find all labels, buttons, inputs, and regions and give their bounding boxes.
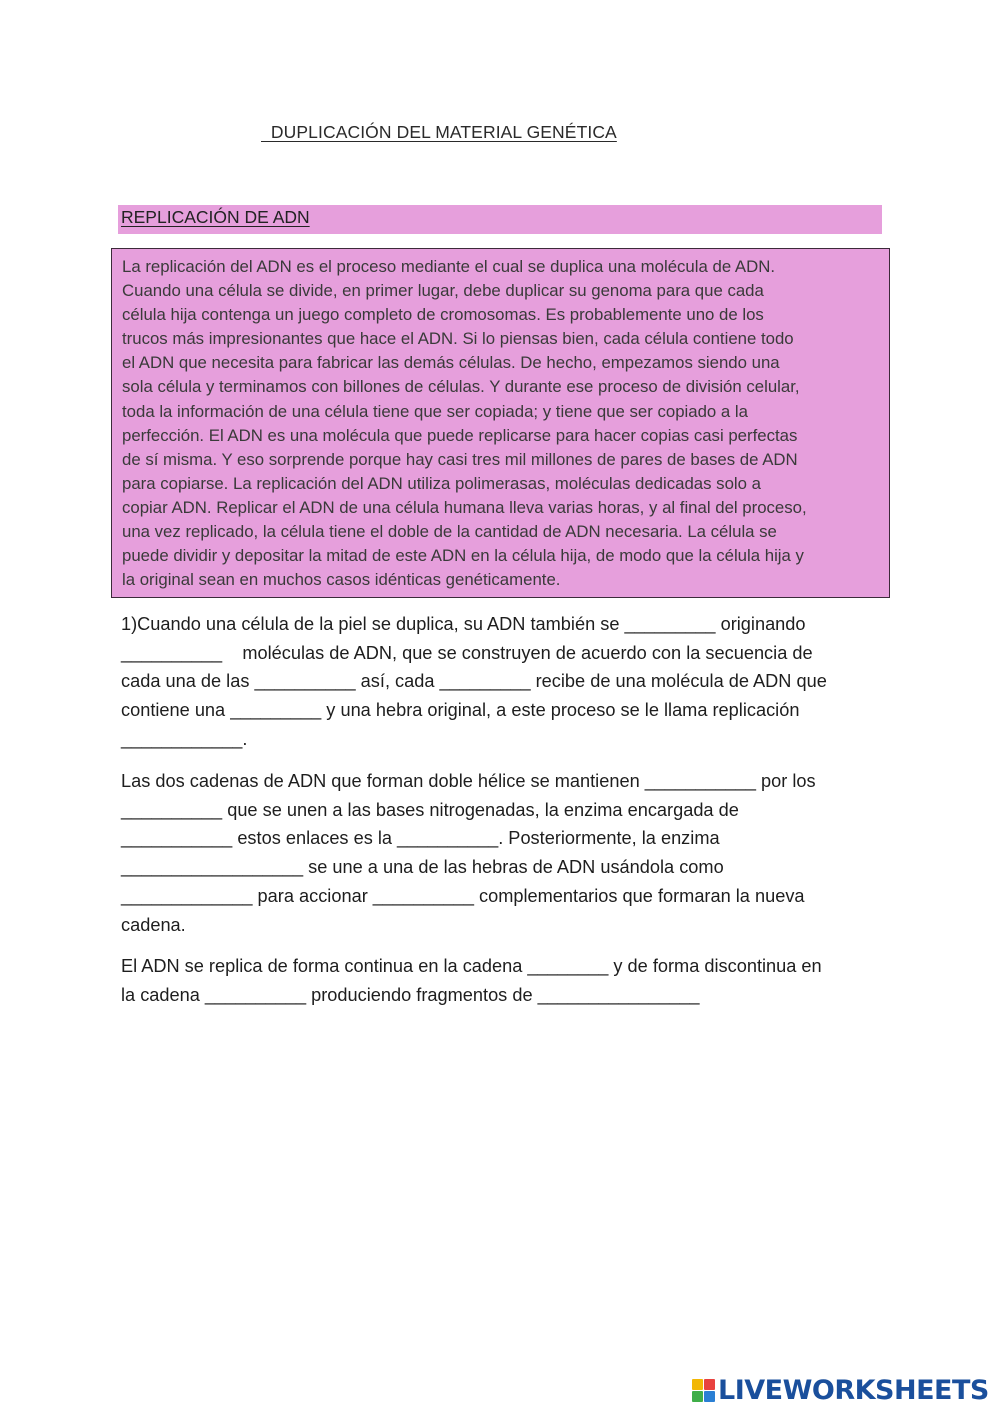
reading-line: toda la información de una célula tiene que ser copiada; y tiene que ser copiado a la: [122, 401, 748, 421]
reading-line: la original sean en muchos casos idénticas genéticamente.: [122, 570, 561, 590]
logo-square: [692, 1391, 703, 1402]
exercise-line: cadena.: [121, 914, 186, 935]
exercise-line[interactable]: Las dos cadenas de ADN que forman doble hélice se mantienen ___________ por los: [121, 771, 816, 791]
reading-line: sola célula y terminamos con billones de células. Y durante ese proceso de división celular,: [122, 377, 800, 397]
exercise-line[interactable]: _____________ para accionar __________ complementarios que formaran la nueva: [121, 885, 805, 906]
exercise-line[interactable]: __________ moléculas de ADN, que se construyen de acuerdo con la secuencia de: [121, 642, 813, 663]
reading-line: puede dividir y depositar la mitad de este ADN en la célula hija, de modo que la célula hija y: [122, 546, 804, 566]
exercise-line[interactable]: 1)Cuando una célula de la piel se duplica, su ADN también se _________ originando: [121, 614, 806, 634]
exercise-1: [121, 610, 827, 754]
exercise-line[interactable]: la cadena __________ produciendo fragmentos de ________________: [121, 984, 700, 1005]
logo-square: [704, 1391, 715, 1402]
reading-line: La replicación del ADN es el proceso mediante el cual se duplica una molécula de ADN.: [122, 257, 775, 276]
exercise-line[interactable]: El ADN se replica de forma continua en la cadena ________ y de forma discontinua en: [121, 956, 822, 976]
reading-line: Cuando una célula se divide, en primer lugar, debe duplicar su genoma para que cada: [122, 281, 764, 301]
reading-line: célula hija contenga un juego completo de cromosomas. Es probablemente uno de los: [122, 305, 764, 325]
liveworksheets-logo[interactable]: [692, 1372, 989, 1408]
section-header: [118, 205, 882, 234]
logo-square: [692, 1379, 703, 1390]
reading-line: el ADN que necesita para fabricar las demás células. De hecho, empezamos siendo una: [122, 353, 780, 373]
reading-line: para copiarse. La replicación del ADN utiliza polimerasas, moléculas dedicadas solo a: [122, 473, 761, 493]
logo-square: [704, 1379, 715, 1390]
logo-icon: [692, 1379, 715, 1402]
exercise-3: [121, 952, 822, 1009]
reading-line: una vez replicado, la célula tiene el doble de la cantidad de ADN necesaria. La célula se: [122, 522, 777, 542]
reading-passage: [111, 248, 890, 598]
section-header-label: REPLICACIÓN DE ADN: [121, 207, 310, 227]
page-title: DUPLICACIÓN DEL MATERIAL GENÉTICA: [261, 122, 617, 142]
reading-line: de sí misma. Y eso sorprende porque hay casi tres mil millones de pares de bases de ADN: [122, 449, 798, 469]
reading-line: perfección. El ADN es una molécula que puede replicarse para hacer copias casi perfectas: [122, 425, 798, 445]
exercise-line[interactable]: __________ que se unen a las bases nitrogenadas, la enzima encargada de: [121, 799, 739, 820]
reading-line: trucos más impresionantes que hace el ADN. Si lo piensas bien, cada célula contiene todo: [122, 329, 794, 349]
exercise-line[interactable]: cada una de las __________ así, cada _________ recibe de una molécula de ADN que: [121, 671, 827, 692]
reading-line: copiar ADN. Replicar el ADN de una célula humana lleva varias horas, y al final del proceso,: [122, 497, 807, 517]
exercise-line[interactable]: __________________ se une a una de las hebras de ADN usándola como: [121, 857, 724, 878]
exercise-2: [121, 767, 816, 939]
exercise-line[interactable]: ___________ estos enlaces es la __________. Posteriormente, la enzima: [121, 828, 720, 849]
exercise-line[interactable]: ____________.: [121, 728, 248, 749]
logo-text: LIVEWORKSHEETS: [718, 1374, 989, 1406]
exercise-line[interactable]: contiene una _________ y una hebra original, a este proceso se le llama replicación: [121, 700, 800, 721]
